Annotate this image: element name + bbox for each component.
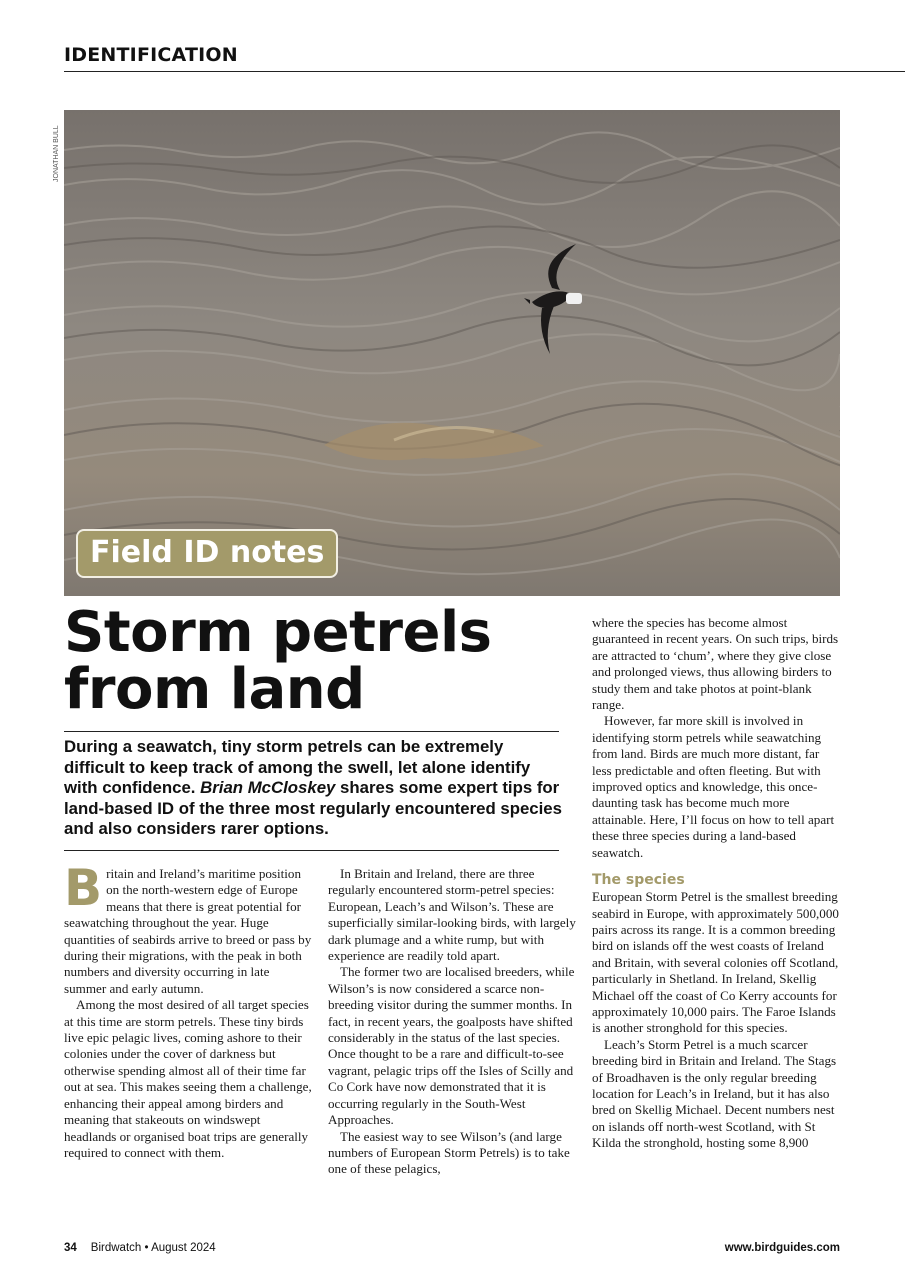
body-paragraph: In Britain and Ireland, there are three regularly encountered storm-petrel species: European, Leach’s and Wilson’s. These are superficially similar-looking birds, with largely dark plumage and a white rump, but with experience are readily told apart.	[328, 866, 576, 964]
body-column-2	[328, 866, 576, 1178]
field-id-badge: Field ID notes	[76, 529, 338, 578]
body-paragraph: The easiest way to see Wilson’s (and large numbers of European Storm Petrels) is to take one of these pelagics,	[328, 1128, 570, 1177]
title-rule	[64, 731, 559, 732]
section-label: IDENTIFICATION	[64, 44, 238, 66]
author-name: Brian McCloskey	[200, 778, 336, 797]
body-paragraph: The former two are localised breeders, while Wilson’s is now considered a scarce non-breeding visitor during the summer months. In fact, in recent years, the goalposts have shifted considerably in the status of the last species. Once thought to be a rare and difficult-to-see vagrant, pelagic trips off the Isles of Scilly and Co Cork have now demonstrated that it is occurring regularly in the South-West Approaches.	[328, 964, 575, 1128]
body-column-3	[592, 615, 840, 1152]
photo-credit: JONATHAN BULL	[53, 125, 60, 182]
body-paragraph: Among the most desired of all target species at this time are storm petrels. These tiny birds live epic pelagic lives, coming ashore to their colonies under the cover of darkness but otherwise spending almost all of their time far out at sea. This makes seeing them a challenge, enhancing their appeal among birders and meaning that stakeouts on windswept headlands or organised boat trips are generally required to connect with them.	[64, 997, 312, 1160]
standfirst-rule	[64, 850, 559, 851]
standfirst-text-continued: shares some expert tips for land-based ID of the three most regularly encountered species and also considers rarer options.	[64, 778, 562, 838]
hero-photo	[64, 110, 840, 596]
subhead: The species	[592, 872, 685, 889]
body-paragraph: where the species has become almost guaranteed in recent years. On such trips, birds are attracted to ‘chum’, where they give close and prolonged views, thus allowing birders to study them and take photos at point-blank range.	[592, 615, 839, 713]
sea-photo-illustration	[64, 110, 840, 596]
body-paragraph: European Storm Petrel is the smallest breeding seabird in Europe, with approximately 500,000 pairs across its range. It is a common breeding bird on islands off the west coasts of Ireland and Britain, with several colonies off Scotland, particularly in Shetland. In Ireland, Skellig Michael off the coast of Co Kerry accounts for approximately 10,000 pairs. The Faroe Islands is another stronghold for this species.	[592, 889, 839, 1036]
section-rule	[64, 71, 905, 72]
body-column-1	[64, 859, 312, 1161]
publication-info: Birdwatch • August 2024	[90, 1242, 216, 1254]
standfirst	[64, 737, 564, 840]
website-link[interactable]: www.birdguides.com	[724, 1242, 840, 1254]
page-number: 34	[64, 1242, 77, 1254]
body-paragraph: However, far more skill is involved in identifying storm petrels while seawatching from land. Birds are much more distant, far less predictable and often fleeting. But with improved optics and knowledge, this once-daunting task has become much more attainable. Here, I’ll focus on how to tell apart these three species during a land-based seawatch.	[592, 713, 835, 860]
article-title: Storm petrels from land	[64, 600, 492, 722]
paragraph-text: ritain and Ireland’s maritime position on the north-western edge of Europe means that there is great potential for seawatching throughout the year. Huge quantities of seabirds arrive to breed or pass by during their migrations, with the peak in both numbers and diversity occurring in late summer and early autumn.	[64, 866, 312, 996]
body-paragraph	[64, 859, 312, 997]
body-paragraph: Leach’s Storm Petrel is a much scarcer breeding bird in Britain and Ireland. The Stags of Broadhaven is the only regular breeding location for Leach’s in Ireland, but it has also bred on Skellig Michael. Decent numbers nest on islands off north-west Scotland, with St Kilda the stronghold, hosting some 8,900	[592, 1036, 837, 1151]
standfirst-text: During a seawatch, tiny storm petrels can be extremely difficult to keep track of among the swell, let alone identify with confidence.	[64, 737, 531, 797]
page-footer	[64, 1242, 840, 1258]
drop-cap: B	[64, 859, 103, 917]
